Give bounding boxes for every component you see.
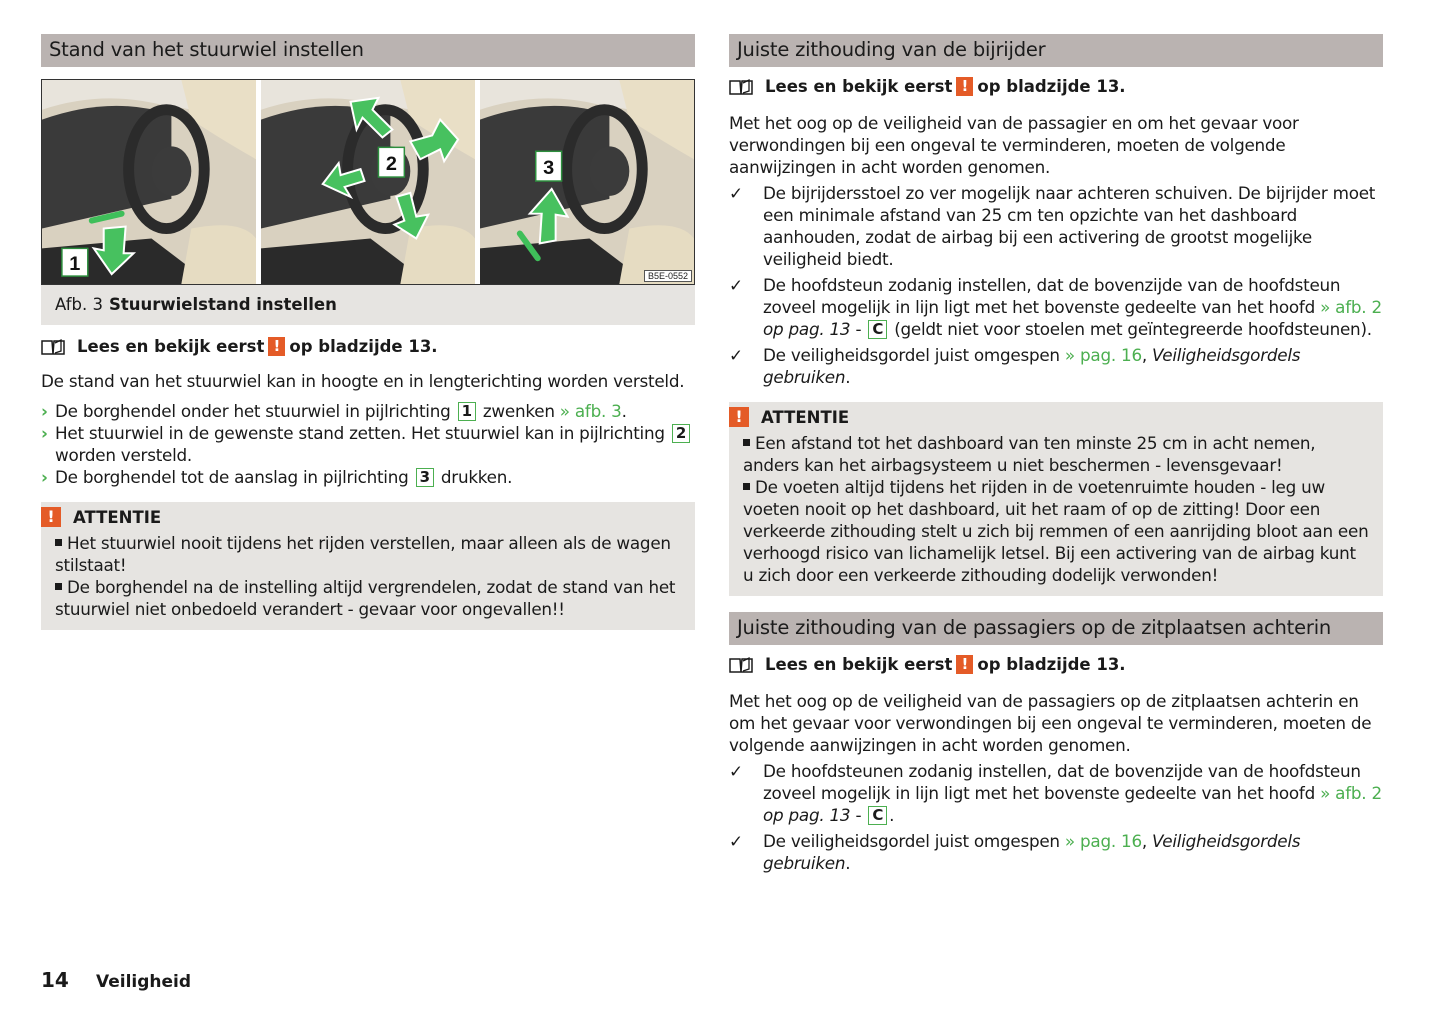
attention-title: ATTENTIE: [73, 507, 162, 527]
label-badge: C: [868, 806, 887, 825]
chapter-title: Veiligheid: [96, 972, 192, 992]
page-footer: [41, 968, 191, 992]
svg-text:2: 2: [385, 153, 397, 176]
check-list: [729, 760, 1383, 874]
attention-box: [729, 402, 1383, 596]
checkmark-icon: ✓: [729, 275, 743, 295]
arrow-label-badge: 2: [672, 424, 690, 443]
attention-item: Een afstand tot het dashboard van ten minste 25 cm in acht nemen, anders kan het airbagsysteem u niet beschermen - levensgevaar!: [743, 433, 1316, 475]
chevron-right-icon: ›: [41, 467, 48, 487]
attention-title: ATTENTIE: [761, 407, 850, 427]
warning-icon: !: [956, 655, 973, 674]
bullet-square-icon: [55, 539, 62, 546]
intro-paragraph: Met het oog op de veiligheid van de passagier en om het gevaar voor verwondingen bij een ongeval te verminderen, moeten de volgende aanwijzingen in acht worden genomen.: [729, 113, 1299, 177]
figure-panel-1: [42, 80, 256, 284]
step-item: › De borghendel onder het stuurwiel in pijlrichting 1 zwenken » afb. 3.: [41, 401, 627, 421]
intro-paragraph: De stand van het stuurwiel kan in hoogte en in lengterichting worden versteld.: [41, 371, 685, 391]
figure-link[interactable]: » afb. 3: [559, 401, 622, 421]
check-item: ✓ De veiligheidsgordel juist omgespen » pag. 16, Veiligheidsgordels gebruiken.: [729, 831, 1301, 873]
left-column: [41, 34, 695, 630]
checkmark-icon: ✓: [729, 761, 743, 781]
warning-icon: !: [729, 407, 749, 427]
figure-panel-3: [480, 80, 694, 284]
page-number: 14: [41, 968, 69, 992]
warning-icon: !: [41, 507, 61, 527]
checkmark-icon: ✓: [729, 183, 743, 203]
figure-code: B5E-0552: [644, 270, 692, 282]
check-item: ✓ De veiligheidsgordel juist omgespen » pag. 16, Veiligheidsgordels gebruiken.: [729, 345, 1301, 387]
check-item: ✓ De bijrijdersstoel zo ver mogelijk naar achteren schuiven. De bijrijder moet een minimale afstand van 25 cm ten opzichte van het dashboard aanhouden, zodat de airbag bij een activering de grootst mogelijke veiligheid biedt.: [729, 183, 1376, 269]
step-item: › De borghendel tot de aanslag in pijlrichting 3 drukken.: [41, 467, 513, 487]
check-item: ✓ De hoofdsteun zodanig instellen, dat de bovenzijde van de hoofdsteun zoveel mogelijk in lijn ligt met het bovenste gedeelte van het hoofd » afb. 2 op pag. 13 - C (geldt niet voor stoelen met geïntegreerde hoofdsteunen).: [729, 275, 1382, 339]
instruction-steps: [41, 400, 695, 488]
section-heading: Stand van het stuurwiel instellen: [41, 34, 695, 67]
attention-item: Het stuurwiel nooit tijdens het rijden verstellen, maar alleen als de wagen stilstaat!: [55, 533, 671, 575]
check-item: ✓ De hoofdsteunen zodanig instellen, dat de bovenzijde van de hoofdsteun zoveel mogelijk in lijn ligt met het bovenste gedeelte van het hoofd » afb. 2 op pag. 13 - C .: [729, 761, 1382, 825]
chevron-right-icon: ›: [41, 423, 48, 443]
svg-text:3: 3: [543, 157, 555, 180]
label-badge: C: [868, 320, 887, 339]
section-heading: Juiste zithouding van de passagiers op de zitplaatsen achterin: [729, 612, 1383, 645]
bullet-square-icon: [743, 483, 750, 490]
bullet-square-icon: [743, 439, 750, 446]
page-reference-link[interactable]: op bladzijde 13.: [977, 655, 1126, 674]
book-icon: [729, 78, 753, 96]
checkmark-icon: ✓: [729, 345, 743, 365]
step-item: › Het stuurwiel in de gewenste stand zetten. Het stuurwiel kan in pijlrichting 2 worden versteld.: [41, 422, 695, 466]
arrow-label-badge: 3: [416, 468, 434, 487]
book-icon: [41, 338, 65, 356]
attention-box: [41, 502, 695, 630]
right-column: [729, 34, 1383, 874]
warning-icon: !: [956, 77, 973, 96]
page-link[interactable]: » pag. 16: [1064, 831, 1142, 851]
figure-link[interactable]: » afb. 2: [1320, 783, 1382, 803]
chevron-right-icon: ›: [41, 401, 48, 421]
figure-title: Stuurwielstand instellen: [108, 295, 337, 314]
page-reference-link[interactable]: op bladzijde 13.: [977, 77, 1126, 96]
book-icon: [729, 656, 753, 674]
section-heading: Juiste zithouding van de bijrijder: [729, 34, 1383, 67]
figure-number: Afb. 3: [55, 295, 103, 314]
read-first-note: Lees en bekijk eerst ! op bladzijde 13.: [41, 337, 695, 356]
intro-paragraph: Met het oog op de veiligheid van de passagiers op de zitplaatsen achterin en om het gevaar voor verwondingen bij een ongeval te verminderen, moeten de volgende aanwijzingen in acht worden genomen.: [729, 691, 1372, 755]
attention-item: De voeten altijd tijdens het rijden in de voetenruimte houden - leg uw voeten nooit op het dashboard, uit het raam of op de zitting! Door een verkeerde zithouding stelt u zich bij remmen of een aanrijding bloot aan een verhoogd risico van lichamelijk letsel. Bij een activering van de airbag kunt u zich door een verkeerde zithouding dodelijk verwonden!: [743, 477, 1369, 585]
read-first-note: Lees en bekijk eerst ! op bladzijde 13.: [729, 77, 1383, 96]
figure-panel-2: [261, 80, 475, 284]
page-reference-link[interactable]: op bladzijde 13.: [289, 337, 438, 356]
check-list: [729, 182, 1383, 388]
arrow-label-badge: 1: [458, 402, 476, 421]
figure-link[interactable]: » afb. 2: [1320, 297, 1382, 317]
steering-figure: [41, 79, 695, 285]
bullet-square-icon: [55, 583, 62, 590]
page-link[interactable]: » pag. 16: [1064, 345, 1142, 365]
read-first-note: Lees en bekijk eerst ! op bladzijde 13.: [729, 655, 1383, 674]
warning-icon: !: [268, 337, 285, 356]
car-interior-illustration: [42, 80, 256, 284]
figure-caption: [41, 285, 695, 325]
checkmark-icon: ✓: [729, 831, 743, 851]
attention-item: De borghendel na de instelling altijd vergrendelen, zodat de stand van het stuurwiel niet onbedoeld verandert - gevaar voor ongevallen!!: [55, 577, 676, 619]
svg-text:1: 1: [69, 253, 81, 276]
